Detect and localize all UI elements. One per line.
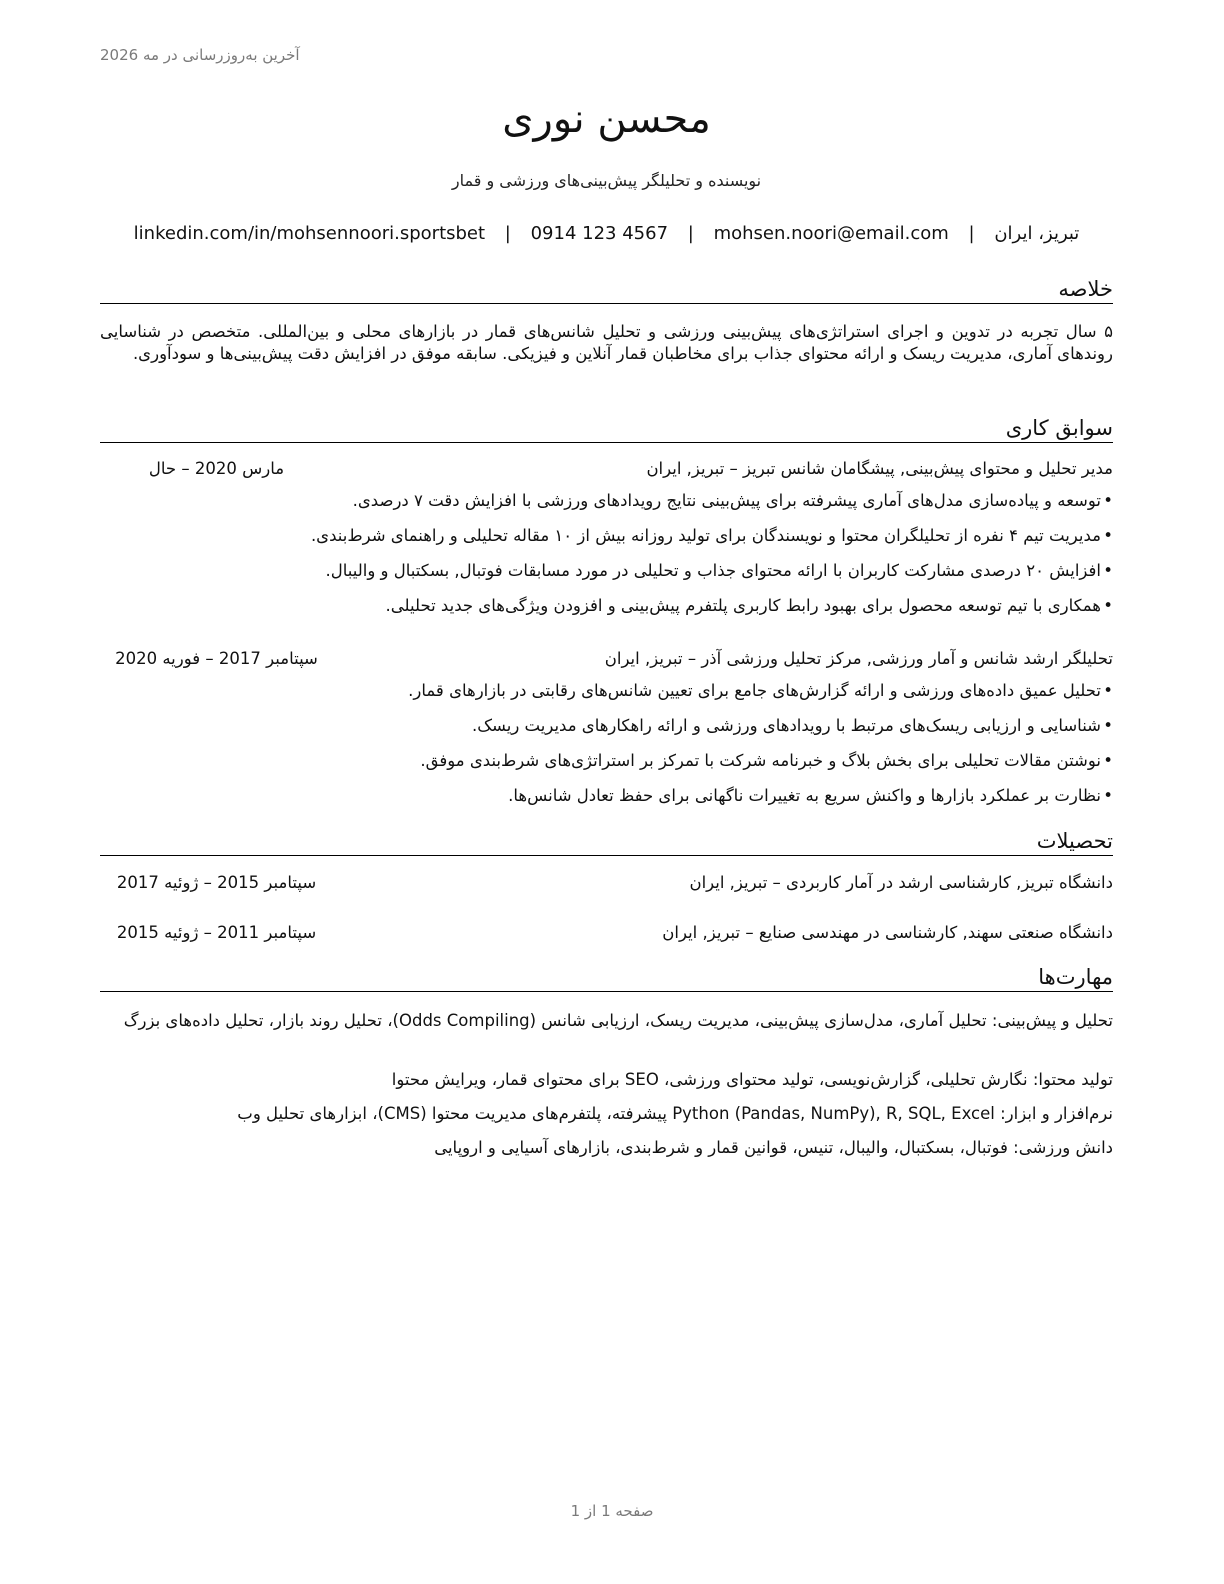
contact-email[interactable]: mohsen.noori@email.com: [713, 223, 949, 244]
resume-page: [100, 0, 1113, 1584]
candidate-name: محسن نوری: [502, 96, 711, 142]
bullet-icon: •: [1103, 526, 1113, 545]
contact-location: تبریز، ایران: [994, 223, 1080, 244]
job-title-company: مدیر تحلیل و محتوای پیش‌بینی, پیشگامان شانس تبریز – تبریز, ایران: [646, 459, 1113, 478]
job-tagline: نویسنده و تحلیلگر پیش‌بینی‌های ورزشی و قمار: [451, 171, 762, 190]
contact-linkedin[interactable]: linkedin.com/in/mohsennoori.sportsbet: [133, 223, 486, 244]
page-number: صفحه 1 از 1: [570, 1502, 654, 1520]
job-header: [100, 459, 1113, 483]
contact-separator: |: [504, 223, 511, 244]
job-dates: مارس 2020 – حال: [148, 459, 285, 478]
list-item: •مدیریت تیم ۴ نفره از تحلیلگران محتوا و نویسندگان برای تولید روزانه بیش از ۱۰ مقاله تحلیلی و راهنمای شرط‌بندی.: [100, 524, 1113, 559]
summary-text: ۵ سال تجربه در تدوین و اجرای استراتژی‌های پیش‌بینی ورزشی و تحلیل شانس‌های قمار در بازارهای محلی و بین‌المللی. متخصص در شناسایی روندهای آماری، مدیریت ریسک و ارائه محتوای جذاب برای مخاطبان قمار آنلاین و فیزیکی. سابقه موفق در افزایش دقت پیش‌بینی‌ها و سودآوری.: [100, 322, 1113, 363]
skill-line: دانش ورزشی: فوتبال، بسکتبال، والیبال، تنیس، قوانین قمار و شرط‌بندی، بازارهای آسیایی و اروپایی: [434, 1138, 1113, 1157]
contact-separator: |: [968, 223, 975, 244]
education-entry: [100, 923, 1113, 947]
bullet-icon: •: [1103, 681, 1113, 700]
list-item: •نظارت بر عملکرد بازارها و واکنش سریع به تغییرات ناگهانی برای حفظ تعادل شانس‌ها.: [100, 784, 1113, 819]
bullet-icon: •: [1103, 561, 1113, 580]
section-title-skills: مهارت‌ها: [100, 964, 1113, 992]
list-item: •نوشتن مقالات تحلیلی برای بخش بلاگ و خبرنامه شرکت با تمرکز بر استراتژی‌های شرط‌بندی موفق.: [100, 749, 1113, 784]
job-header: [100, 649, 1113, 673]
bullet-icon: •: [1103, 491, 1113, 510]
list-item: •توسعه و پیاده‌سازی مدل‌های آماری پیشرفته برای پیش‌بینی نتایج رویدادهای ورزشی با افزایش دقت ۷ درصدی.: [100, 489, 1113, 524]
bullet-icon: •: [1103, 716, 1113, 735]
skill-line: نرم‌افزار و ابزار: Python (Pandas, NumPy), R, SQL, Excel پیشرفته، پلتفرم‌های مدیریت محتوا (CMS)، ابزارهای تحلیل وب: [237, 1104, 1113, 1123]
education-dates: سپتامبر 2015 – ژوئیه 2017: [116, 873, 317, 892]
section-title-experience: سوابق کاری: [100, 415, 1113, 443]
contact-separator: |: [687, 223, 694, 244]
list-item: •شناسایی و ارزیابی ریسک‌های مرتبط با رویدادهای ورزشی و ارائه راهکارهای مدیریت ریسک.: [100, 714, 1113, 749]
contact-line: [100, 223, 1113, 244]
list-item: •تحلیل عمیق داده‌های ورزشی و ارائه گزارش‌های جامع برای تعیین شانس‌های رقابتی در بازارهای قمار.: [100, 679, 1113, 714]
job-bullets: [100, 489, 1113, 629]
education-degree: دانشگاه تبریز, کارشناسی ارشد در آمار کاربردی – تبریز, ایران: [689, 873, 1113, 892]
last-updated-note: آخرین به‌روزرسانی در مه 2026: [100, 46, 300, 64]
section-title-summary: خلاصه: [100, 276, 1113, 304]
job-dates: سپتامبر 2017 – فوریه 2020: [115, 649, 318, 668]
list-item: •افزایش ۲۰ درصدی مشارکت کاربران با ارائه محتوای جذاب و تحلیلی در مورد مسابقات فوتبال, بسکتبال و والیبال.: [100, 559, 1113, 594]
list-item: •همکاری با تیم توسعه محصول برای بهبود رابط کاربری پلتفرم پیش‌بینی و افزودن ویژگی‌های جدید تحلیلی.: [100, 594, 1113, 629]
skill-line: تولید محتوا: نگارش تحلیلی، گزارش‌نویسی، تولید محتوای ورزشی، SEO برای محتوای قمار، ویرایش محتوا: [391, 1070, 1113, 1089]
job-title-company: تحلیلگر ارشد شانس و آمار ورزشی, مرکز تحلیل ورزشی آذر – تبریز, ایران: [604, 649, 1113, 668]
education-entry: [100, 873, 1113, 897]
bullet-icon: •: [1103, 786, 1113, 805]
bullet-icon: •: [1103, 751, 1113, 770]
education-dates: سپتامبر 2011 – ژوئیه 2015: [116, 923, 317, 942]
education-degree: دانشگاه صنعتی سهند, کارشناسی در مهندسی صنایع – تبریز, ایران: [662, 923, 1113, 942]
bullet-icon: •: [1103, 596, 1113, 615]
job-bullets: [100, 679, 1113, 819]
contact-phone[interactable]: 0914 123 4567: [530, 223, 669, 244]
skill-line: تحلیل و پیش‌بینی: تحلیل آماری، مدل‌سازی پیش‌بینی، مدیریت ریسک، ارزیابی شانس (Odds Compiling)، تحلیل روند بازار، تحلیل داده‌های بزرگ: [123, 1011, 1113, 1030]
section-title-education: تحصیلات: [100, 828, 1113, 856]
